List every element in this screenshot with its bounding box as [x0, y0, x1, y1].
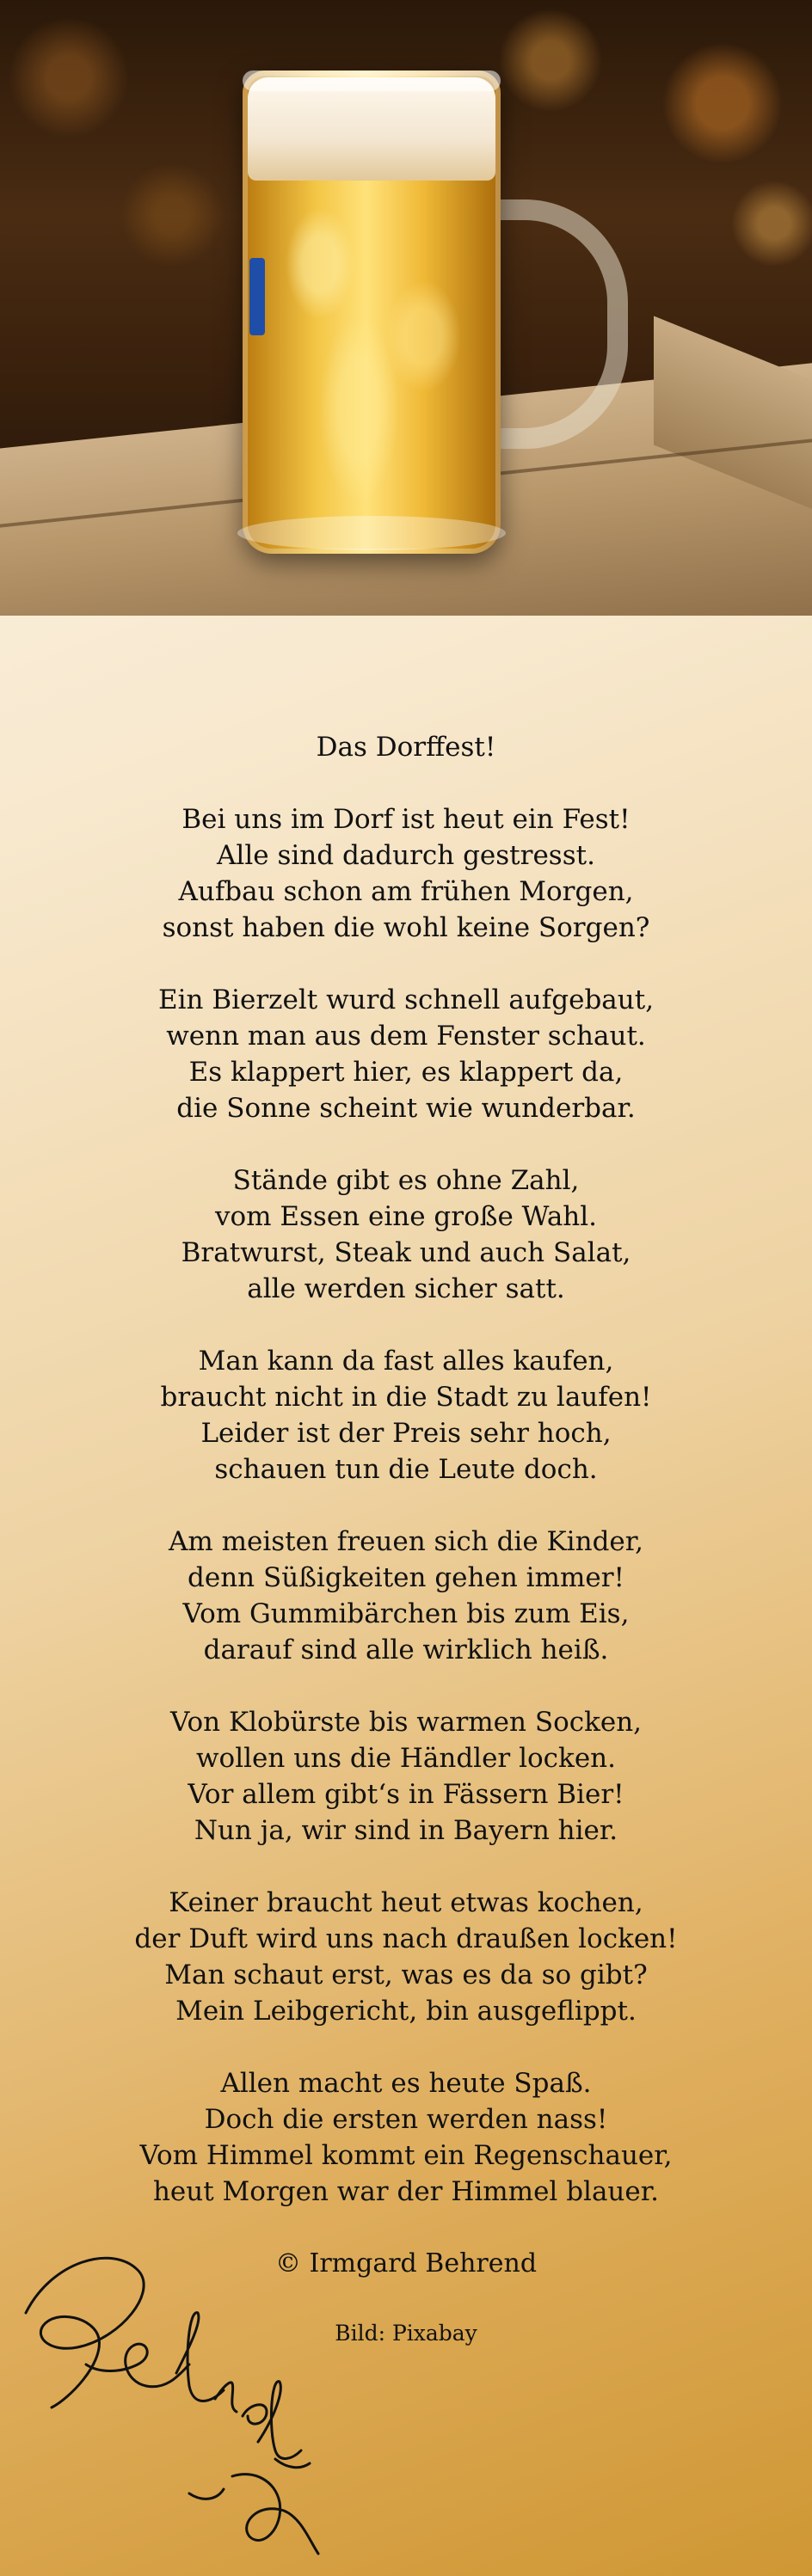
poem [62, 729, 750, 2246]
poem-line: Leider ist der Preis sehr hoch, [200, 1418, 612, 1449]
poem-line: Vom Gummibärchen bis zum Eis, [182, 1598, 630, 1629]
poem-line: Vom Himmel kommt ein Regenschauer, [139, 2140, 673, 2171]
poem-line: schauen tun die Leute doch. [214, 1454, 598, 1485]
poem-line: Nun ja, wir sind in Bayern hier. [194, 1815, 618, 1846]
poem-line: Mein Leibgericht, bin ausgeflippt. [175, 1996, 637, 2027]
poem-line: Ein Bierzelt wurd schnell aufgebaut, [157, 984, 655, 1015]
stanza-5 [62, 1524, 750, 1668]
poem-line: vom Essen eine große Wahl. [214, 1201, 598, 1232]
poem-line: Es klappert hier, es klappert da, [188, 1057, 624, 1088]
poem-line: wollen uns die Händler locken. [196, 1743, 616, 1774]
author-credit: © Irmgard Behrend [274, 2248, 538, 2279]
poem-line: Man kann da fast alles kaufen, [198, 1346, 614, 1377]
poem-line: Alle sind dadurch gestresst. [217, 840, 595, 871]
poem-line: wenn man aus dem Fenster schaut. [166, 1021, 646, 1052]
stanza-8 [62, 2065, 750, 2210]
poem-line: sonst haben die wohl keine Sorgen? [162, 912, 650, 943]
stanza-3 [62, 1162, 750, 1307]
poem-line: denn Süßigkeiten gehen immer! [188, 1562, 624, 1593]
poem-line: darauf sind alle wirklich heiß. [203, 1635, 609, 1665]
poem-line: heut Morgen war der Himmel blauer. [152, 2176, 660, 2207]
poem-line: Allen macht es heute Spaß. [220, 2068, 592, 2099]
poem-line: Keiner braucht heut etwas kochen, [169, 1887, 643, 1918]
poem-title: Das Dorffest! [316, 732, 496, 763]
beer-foam [248, 77, 495, 181]
stanza-4 [62, 1343, 750, 1487]
beer-mug-photo [0, 0, 812, 616]
poem-line: Stände gibt es ohne Zahl, [232, 1165, 580, 1196]
image-credit: Bild: Pixabay [335, 2321, 477, 2346]
mug-label [249, 258, 265, 335]
poem-line: die Sonne scheint wie wunderbar. [176, 1093, 636, 1124]
poem-line: Am meisten freuen sich die Kinder, [168, 1526, 644, 1557]
poem-line: Aufbau schon am frühen Morgen, [178, 876, 634, 907]
poem-line: Man schaut erst, was es da so gibt? [164, 1960, 648, 1990]
poem-line: Bratwurst, Steak und auch Salat, [181, 1237, 631, 1268]
poem-line: Vor allem gibt‘s in Fässern Bier! [188, 1779, 624, 1810]
poem-line: Bei uns im Dorf ist heut ein Fest! [181, 804, 631, 835]
signature-logo [17, 2244, 335, 2571]
poem-line: Doch die ersten werden nass! [204, 2104, 608, 2135]
stanza-1 [62, 801, 750, 946]
mug-rim [243, 71, 501, 91]
poem-line: der Duft wird uns nach draußen locken! [134, 1923, 678, 1954]
mug-base [237, 516, 506, 550]
poem-line: braucht nicht in die Stadt zu laufen! [160, 1382, 652, 1413]
stanza-6 [62, 1704, 750, 1849]
poem-line: alle werden sicher satt. [247, 1273, 565, 1304]
poem-line: Von Klobürste bis warmen Socken, [169, 1707, 643, 1738]
stanza-2 [62, 982, 750, 1126]
stanza-7 [62, 1885, 750, 2029]
